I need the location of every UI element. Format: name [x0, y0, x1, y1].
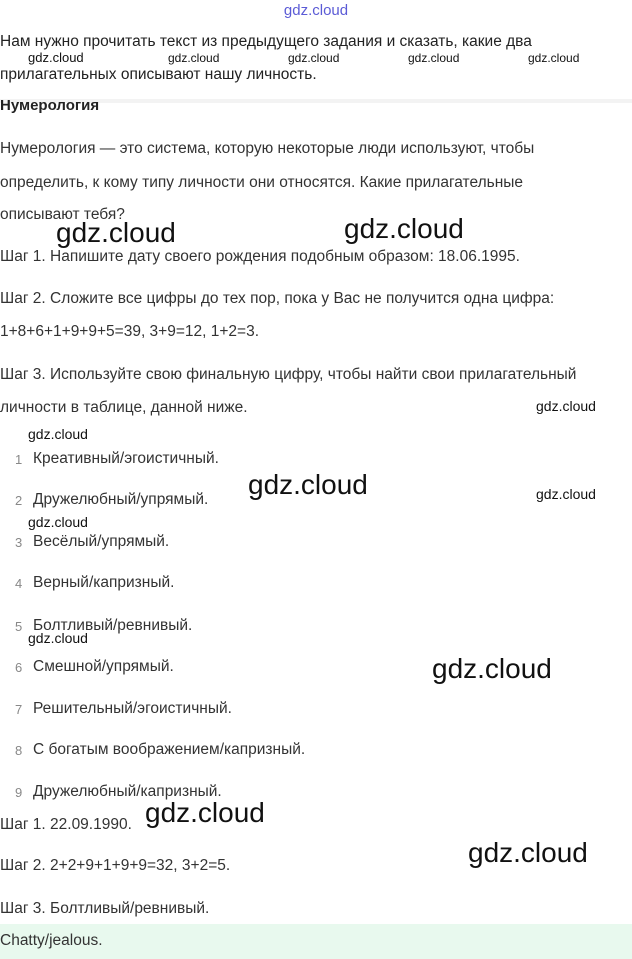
watermark: gdz.cloud	[28, 50, 84, 65]
list-item-text: С богатым воображением/капризный.	[33, 741, 306, 758]
watermark: gdz.cloud	[468, 837, 588, 868]
list-item-number: 9	[15, 785, 23, 800]
list-item-number: 8	[15, 743, 23, 758]
watermark: gdz.cloud	[145, 797, 265, 828]
intro-line-2: определить, к кому типу личности они относятся. Какие прилагательные	[0, 174, 524, 191]
watermark: gdz.cloud	[56, 217, 176, 248]
list-item-text: Смешной/упрямый.	[33, 658, 174, 675]
list-item-text: Весёлый/упрямый.	[33, 533, 170, 550]
watermark: gdz.cloud	[432, 653, 552, 684]
watermark: gdz.cloud	[408, 51, 460, 65]
list-item-number: 4	[15, 576, 23, 591]
step-3-line-1: Шаг 3. Используйте свою финальную цифру, чтобы найти свои прилагательный	[0, 366, 577, 383]
answer-text: Chatty/jealous.	[0, 932, 103, 949]
step-2-calculation: 1+8+6+1+9+9+5=39, 3+9=12, 1+2=3.	[0, 323, 260, 340]
step-3-line-2: личности в таблице, данной ниже.	[0, 399, 248, 416]
list-item-text: Креативный/эгоистичный.	[33, 450, 219, 467]
watermark: gdz.cloud	[536, 486, 596, 502]
watermark: gdz.cloud	[288, 51, 340, 65]
list-item-text: Дружелюбный/упрямый.	[33, 491, 209, 508]
task-text-line-2: прилагательных описывают нашу личность.	[0, 66, 317, 83]
intro-line-1: Нумерология — это система, которую некоторые люди используют, чтобы	[0, 140, 535, 157]
list-item-text: Верный/капризный.	[33, 574, 175, 591]
task-text-line-1: Нам нужно прочитать текст из предыдущего задания и сказать, какие два	[0, 33, 532, 50]
step-2-text: Шаг 2. Сложите все цифры до тех пор, пока у Вас не получится одна цифра:	[0, 290, 555, 307]
list-item-number: 2	[15, 493, 23, 508]
watermark: gdz.cloud	[28, 514, 88, 530]
step-1-text: Шаг 1. Напишите дату своего рождения подобным образом: 18.06.1995.	[0, 248, 520, 265]
watermark: gdz.cloud	[28, 426, 88, 442]
watermark: gdz.cloud	[536, 398, 596, 414]
intro-line-3: описывают тебя?	[0, 206, 125, 223]
solution-step-3: Шаг 3. Болтливый/ревнивый.	[0, 900, 210, 917]
watermark: gdz.cloud	[28, 630, 88, 646]
list-item-number: 1	[15, 452, 23, 467]
list-item-text: Решительный/эгоистичный.	[33, 700, 232, 717]
list-item-text: Болтливый/ревнивый.	[33, 617, 193, 634]
watermark: gdz.cloud	[248, 469, 368, 500]
watermark: gdz.cloud	[344, 213, 464, 244]
site-logo[interactable]: gdz.cloud	[283, 2, 349, 19]
list-item-text: Дружелюбный/капризный.	[33, 783, 222, 800]
solution-step-2: Шаг 2. 2+2+9+1+9+9=32, 3+2=5.	[0, 857, 231, 874]
list-item-number: 7	[15, 702, 23, 717]
watermark: gdz.cloud	[528, 51, 580, 65]
watermark: gdz.cloud	[168, 51, 220, 65]
solution-step-1: Шаг 1. 22.09.1990.	[0, 816, 132, 833]
section-heading: Нумерология	[0, 97, 100, 114]
list-item-number: 3	[15, 535, 23, 550]
list-item-number: 5	[15, 619, 23, 634]
list-item-number: 6	[15, 660, 23, 675]
